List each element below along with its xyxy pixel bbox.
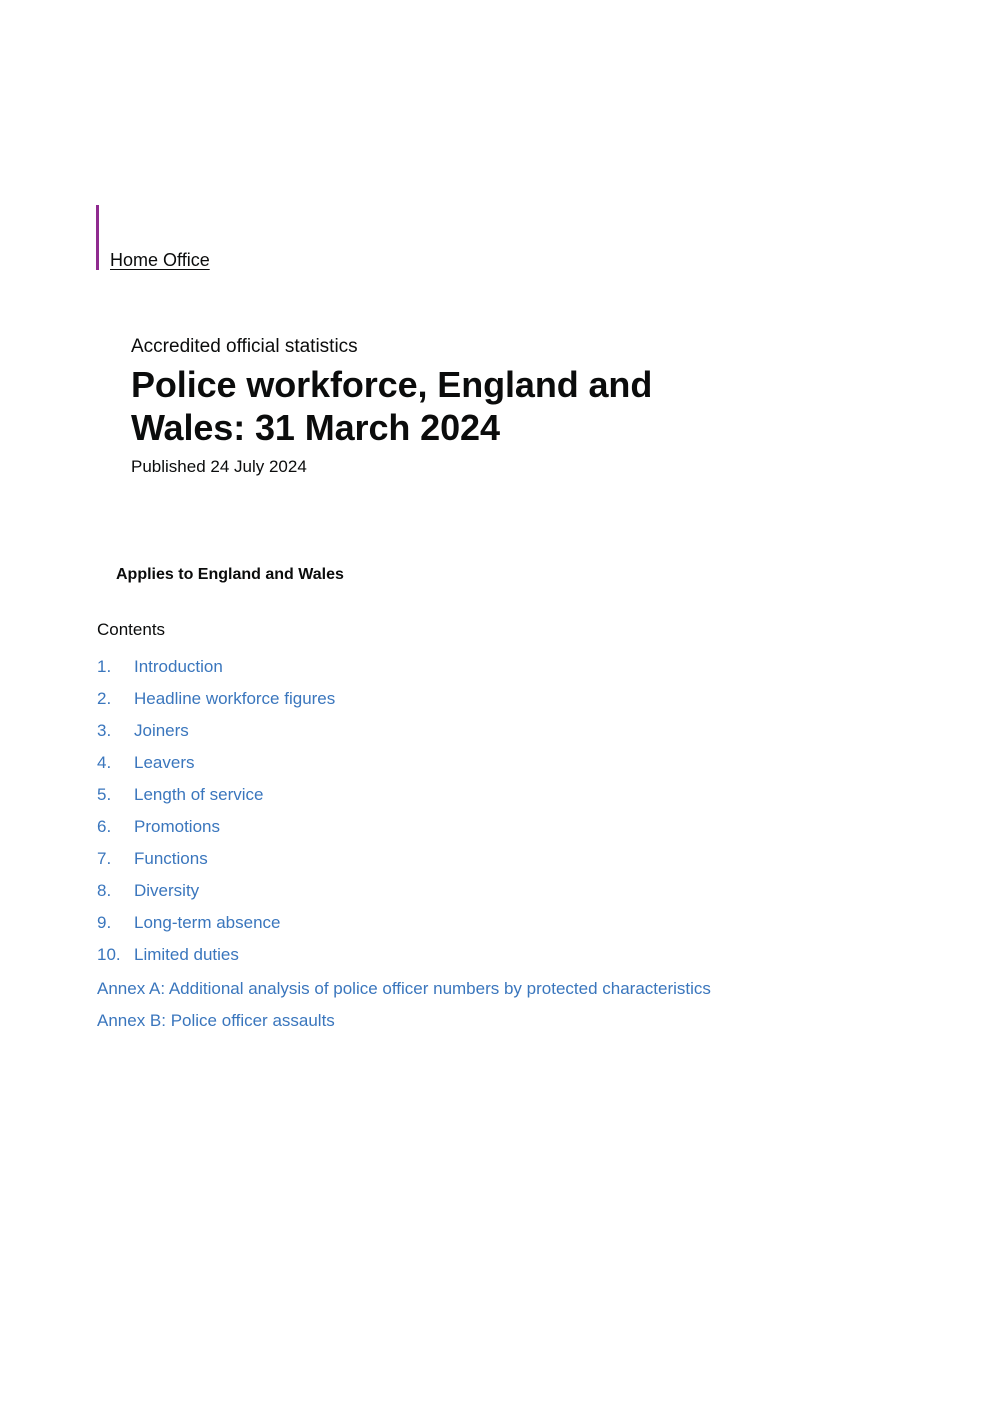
- organisation-name-link[interactable]: Home Office: [110, 250, 210, 270]
- contents-item-number: 1.: [97, 657, 112, 676]
- contents-item-number: 8.: [97, 881, 112, 900]
- contents-item-label[interactable]: Functions: [134, 849, 208, 868]
- contents-item-number: 4.: [97, 753, 112, 772]
- contents-item-number: 2.: [97, 689, 112, 708]
- contents-item-number: 10.: [97, 945, 121, 964]
- contents-item-4[interactable]: [97, 747, 897, 779]
- page-title: Police workforce, England and Wales: 31 March 2024: [131, 364, 653, 448]
- annex-link-b[interactable]: Annex B: Police officer assaults: [97, 1011, 335, 1030]
- contents-item-label[interactable]: Length of service: [134, 785, 264, 804]
- contents-item-9[interactable]: [97, 907, 897, 939]
- organisation-accent-rule: [96, 205, 99, 270]
- statistics-type-label: Accredited official statistics: [131, 336, 358, 357]
- contents-item-label[interactable]: Limited duties: [134, 945, 239, 964]
- contents-item-6[interactable]: [97, 811, 897, 843]
- contents-item-label[interactable]: Leavers: [134, 753, 195, 772]
- annex-list: [97, 973, 897, 1037]
- annex-link-a[interactable]: Annex A: Additional analysis of police officer numbers by protected characteristics: [97, 979, 711, 998]
- contents-item-10[interactable]: [97, 939, 897, 971]
- title-block: [131, 334, 831, 479]
- contents-list: [97, 651, 897, 971]
- applies-to-label: Applies to England and Wales: [116, 566, 344, 583]
- contents-block: [97, 618, 897, 1037]
- contents-item-3[interactable]: [97, 715, 897, 747]
- contents-item-7[interactable]: [97, 843, 897, 875]
- contents-item-number: 6.: [97, 817, 112, 836]
- contents-item-label[interactable]: Diversity: [134, 881, 200, 900]
- publication-date: Published 24 July 2024: [131, 457, 307, 476]
- contents-item-number: 5.: [97, 785, 112, 804]
- contents-item-1[interactable]: [97, 651, 897, 683]
- contents-item-number: 9.: [97, 913, 112, 932]
- contents-item-label[interactable]: Joiners: [134, 721, 189, 740]
- annex-item-b[interactable]: [97, 1005, 897, 1037]
- contents-heading: Contents: [97, 620, 166, 639]
- contents-item-8[interactable]: [97, 875, 897, 907]
- contents-item-2[interactable]: [97, 683, 897, 715]
- annex-item-a[interactable]: [97, 973, 897, 1005]
- contents-item-number: 3.: [97, 721, 112, 740]
- contents-item-label[interactable]: Headline workforce figures: [134, 689, 336, 708]
- contents-item-5[interactable]: [97, 779, 897, 811]
- contents-item-label[interactable]: Long-term absence: [134, 913, 281, 932]
- contents-item-number: 7.: [97, 849, 112, 868]
- contents-item-label[interactable]: Promotions: [134, 817, 220, 836]
- contents-item-label[interactable]: Introduction: [134, 657, 223, 676]
